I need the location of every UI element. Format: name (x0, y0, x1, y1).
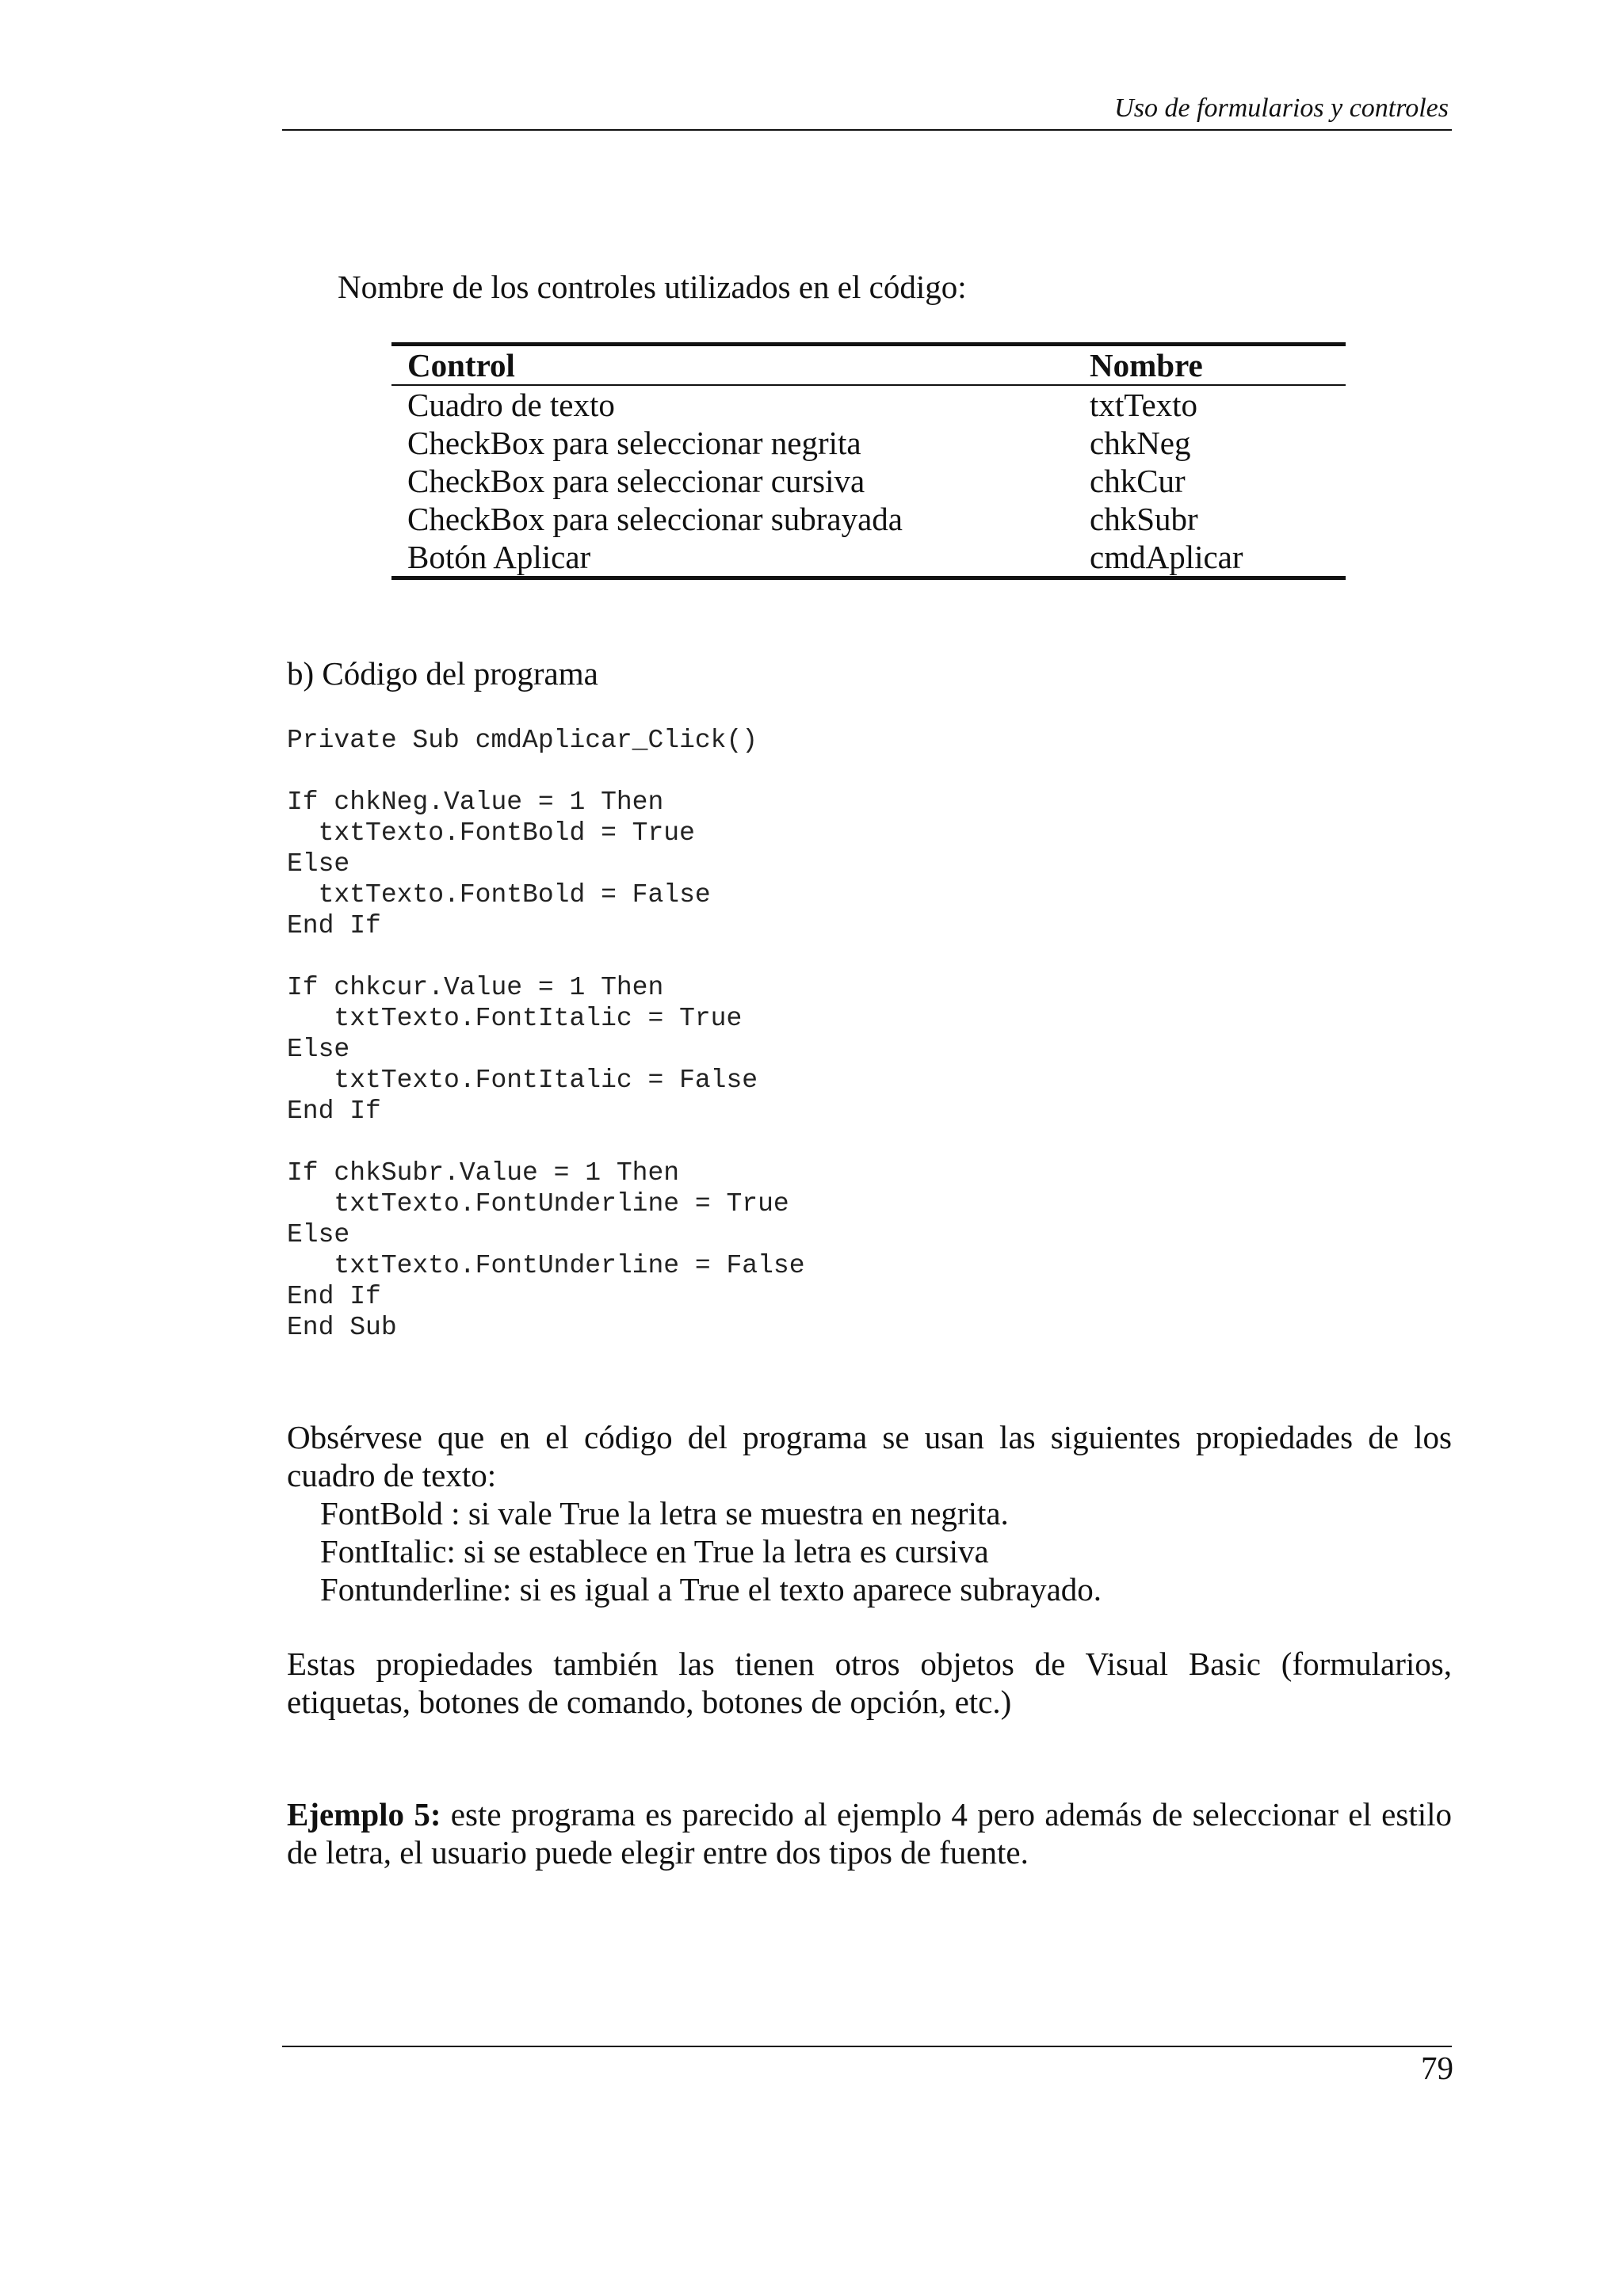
section-heading: b) Código del programa (287, 655, 598, 692)
control-cell: CheckBox para seleccionar negrita (407, 425, 861, 461)
name-cell: chkNeg (1090, 425, 1191, 461)
note-paragraph: Estas propiedades también las tienen otros objetos de Visual Basic (formularios, etiquetas, botones de comando, botones de opción, etc.) (287, 1646, 1452, 1720)
table-row (391, 500, 1346, 538)
footer-rule (282, 2046, 1452, 2047)
property-item-fontunderline: Fontunderline: si es igual a True el texto aparece subrayado. (320, 1571, 1102, 1608)
controls-table (391, 342, 1346, 580)
control-cell: Cuadro de texto (407, 387, 615, 423)
name-cell: chkCur (1090, 463, 1186, 499)
property-item-fontitalic: FontItalic: si se establece en True la letra es cursiva (320, 1533, 989, 1569)
table-row (391, 424, 1346, 462)
properties-list (320, 1494, 1102, 1608)
table-row (391, 538, 1346, 578)
column-header-control: Control (407, 347, 515, 383)
example-paragraph (287, 1795, 1452, 1871)
control-cell: CheckBox para seleccionar subrayada (407, 501, 903, 537)
code-listing: Private Sub cmdAplicar_Click() If chkNeg.Value = 1 Then txtTexto.FontBold = True Else txtTexto.FontBold = False End If If chkcur.Value = 1 Then txtTexto.FontItalic = True Else txtTexto.FontItalic = False End If If chkSubr.Value = 1 Then txtTexto.FontUnderline = True Else txtTexto.FontUnderline = False End If End Sub (287, 726, 805, 1342)
header-rule (282, 129, 1452, 131)
table-intro: Nombre de los controles utilizados en el código: (338, 269, 967, 305)
control-cell: Botón Aplicar (407, 539, 591, 575)
observation-paragraph: Obsérvese que en el código del programa se usan las siguientes propiedades de los cuadro de texto: (287, 1419, 1452, 1493)
control-cell: CheckBox para seleccionar cursiva (407, 463, 865, 499)
name-cell: txtTexto (1090, 387, 1198, 423)
example-text: este programa es parecido al ejemplo 4 pero además de seleccionar el estilo de letra, el usuario puede elegir entre dos tipos de fuente. (287, 1796, 1452, 1871)
property-item-fontbold: FontBold : si vale True la letra se muestra en negrita. (320, 1495, 1009, 1531)
running-header: Uso de formularios y controles (1114, 93, 1449, 123)
table-header-row (391, 345, 1346, 386)
table-row (391, 385, 1346, 424)
page-number: 79 (1421, 2050, 1453, 2086)
column-header-nombre: Nombre (1090, 347, 1203, 383)
name-cell: cmdAplicar (1090, 539, 1243, 575)
table-row (391, 462, 1346, 500)
name-cell: chkSubr (1090, 501, 1198, 537)
example-label: Ejemplo 5: (287, 1796, 441, 1833)
